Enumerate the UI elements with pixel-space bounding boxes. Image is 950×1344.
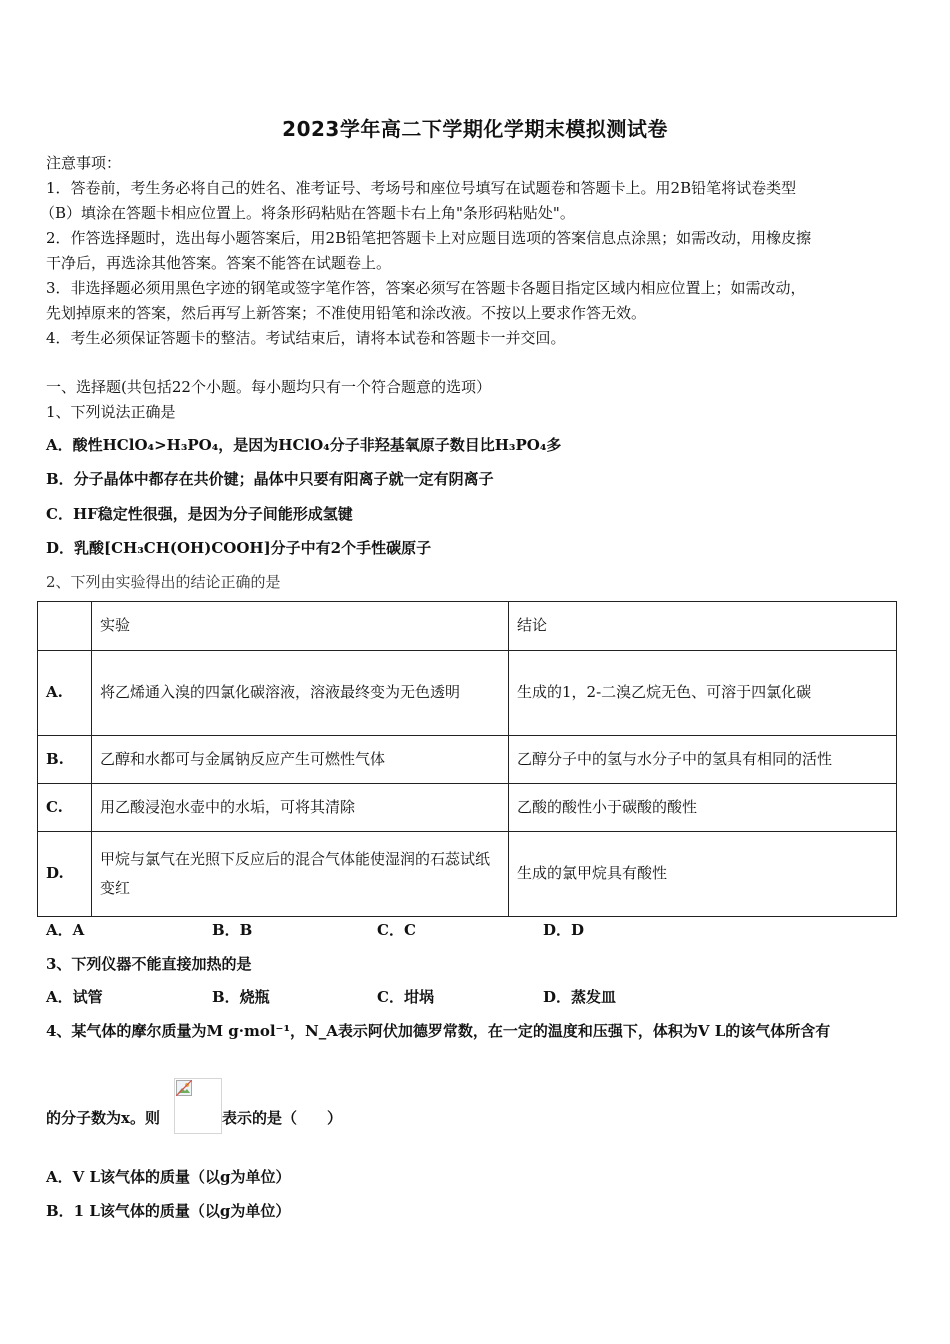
formula-image-placeholder [174,1078,222,1134]
row-label: B. [38,736,92,784]
notice-line-2: （B）填涂在答题卡相应位置上。将条形码粘贴在答题卡右上角"条形码粘贴处"。 [40,204,575,222]
row-label: C. [38,784,92,832]
notice-line-4: 干净后，再选涂其他答案。答案不能答在试题卷上。 [46,254,392,272]
notice-heading: 注意事项： [46,154,122,172]
row-label: A. [38,651,92,736]
notice-line-6: 先划掉原来的答案，然后再写上新答案；不准使用铅笔和涂改液。不按以上要求作答无效。 [46,304,647,322]
notice-line-3: 2．作答选择题时，选出每小题答案后，用2B铅笔把答题卡上对应题目选项的答案信息点涂黑；如需改动，用橡皮擦 [46,229,812,247]
experiment-table [37,601,897,917]
q1-option-a: A．酸性HClO₄>H₃PO₄，是因为HClO₄分子非羟基氧原子数目比H₃PO₄多 [46,436,562,454]
q2-choice-a: A．A [46,921,85,939]
row-label: D. [38,832,92,917]
section-heading: 一、选择题(共包括22个小题。每小题均只有一个符合题意的选项） [46,378,491,396]
table-row [38,651,897,736]
q1-option-b: B．分子晶体中都存在共价键；晶体中只要有阳离子就一定有阴离子 [46,470,494,488]
notice-line-7: 4．考生必须保证答题卡的整洁。考试结束后，请将本试卷和答题卡一并交回。 [46,329,566,347]
notice-line-5: 3．非选择题必须用黑色字迹的钢笔或签字笔作答，答案必须写在答题卡各题目指定区域内相应位置上；如需改动， [46,279,806,297]
broken-image-icon [176,1080,192,1096]
table-header-experiment: 实验 [92,602,509,651]
row-experiment: 将乙烯通入溴的四氯化碳溶液，溶液最终变为无色透明 [92,651,509,736]
row-experiment: 甲烷与氯气在光照下反应后的混合气体能使湿润的石蕊试纸变红 [92,832,509,917]
q3-choice-c: C．坩埚 [377,988,434,1006]
q3-stem: 3、下列仪器不能直接加热的是 [46,955,252,973]
table-header-conclusion: 结论 [509,602,897,651]
q1-option-c: C．HF稳定性很强，是因为分子间能形成氢键 [46,505,353,523]
table-row [38,736,897,784]
page-title: 2023学年高二下学期化学期末模拟测试卷 [282,117,668,141]
q4-stem-continued: 的分子数为x。则 [46,1109,160,1127]
q1-stem: 1、下列说法正确是 [46,403,176,421]
q4-stem-tail: 表示的是（ ） [222,1109,343,1127]
q1-option-d: D．乳酸[CH₃CH(OH)COOH]分子中有2个手性碳原子 [46,539,432,557]
q4-stem: 4、某气体的摩尔质量为M g·mol⁻¹，N_A表示阿伏加德罗常数，在一定的温度和压强下，体积为V L的该气体所含有 [46,1022,831,1040]
row-experiment: 用乙酸浸泡水壶中的水垢，可将其清除 [92,784,509,832]
row-conclusion: 生成的氯甲烷具有酸性 [509,832,897,917]
q4-option-a: A．V L该气体的质量（以g为单位） [46,1168,291,1186]
q2-choice-b: B．B [212,921,253,939]
table-header-row [38,602,897,651]
row-conclusion: 生成的1，2-二溴乙烷无色、可溶于四氯化碳 [509,651,897,736]
table-header-label [38,602,92,651]
q3-choice-d: D．蒸发皿 [543,988,617,1006]
q2-choice-d: D．D [543,921,585,939]
q3-choice-b: B．烧瓶 [212,988,270,1006]
q2-stem: 2、下列由实验得出的结论正确的是 [46,573,281,591]
table-row [38,784,897,832]
row-conclusion: 乙酸的酸性小于碳酸的酸性 [509,784,897,832]
notice-line-1: 1．答卷前，考生务必将自己的姓名、准考证号、考场号和座位号填写在试题卷和答题卡上。用2B铅笔将试卷类型 [46,179,797,197]
table-row [38,832,897,917]
row-experiment: 乙醇和水都可与金属钠反应产生可燃性气体 [92,736,509,784]
q3-choice-a: A．试管 [46,988,103,1006]
q4-option-b: B．1 L该气体的质量（以g为单位） [46,1202,291,1220]
row-conclusion: 乙醇分子中的氢与水分子中的氢具有相同的活性 [509,736,897,784]
q2-choice-c: C．C [377,921,416,939]
